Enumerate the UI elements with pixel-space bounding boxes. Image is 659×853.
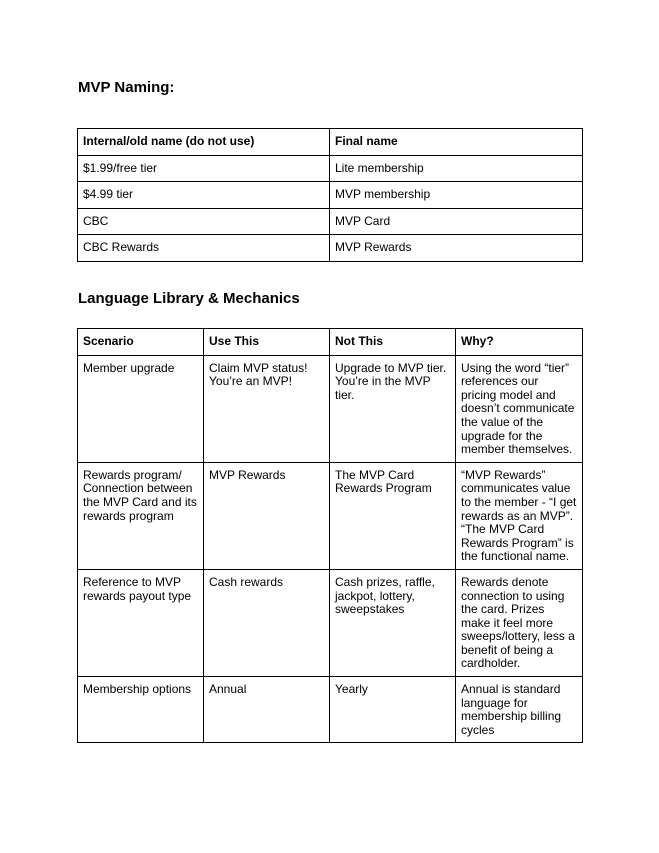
table-header-row <box>78 329 583 356</box>
column-header: Internal/old name (do not use) <box>78 129 330 156</box>
language-library-heading: Language Library & Mechanics <box>78 290 300 307</box>
table-cell: Membership options <box>78 677 204 743</box>
table-cell: Lite membership <box>330 155 583 182</box>
table-cell: Cash prizes, raffle, jackpot, lottery, sweepstakes <box>330 569 456 676</box>
table-cell: $4.99 tier <box>78 182 330 209</box>
column-header: Final name <box>330 129 583 156</box>
table-cell: The MVP Card Rewards Program <box>330 462 456 569</box>
table-cell: MVP membership <box>330 182 583 209</box>
table-header-row <box>78 129 583 156</box>
table-cell: MVP Rewards <box>330 235 583 262</box>
table-row <box>78 355 583 462</box>
table-row <box>78 208 583 235</box>
column-header: Not This <box>330 329 456 356</box>
table-cell: Annual <box>204 677 330 743</box>
table-cell: MVP Card <box>330 208 583 235</box>
column-header: Scenario <box>78 329 204 356</box>
table-row <box>78 569 583 676</box>
table-row <box>78 677 583 743</box>
mvp-naming-heading: MVP Naming: <box>78 79 175 96</box>
table-cell: “MVP Rewards” communicates value to the member - “I get rewards as an MVP”. “The MVP Card Rewards Program” is the functional name. <box>456 462 583 569</box>
table-cell: Member upgrade <box>78 355 204 462</box>
table-cell: CBC Rewards <box>78 235 330 262</box>
table-cell: Claim MVP status! You’re an MVP! <box>204 355 330 462</box>
table-cell: Using the word “tier” references our pricing model and doesn’t communicate the value of the upgrade for the member themselves. <box>456 355 583 462</box>
column-header: Why? <box>456 329 583 356</box>
table-row <box>78 155 583 182</box>
table-row <box>78 462 583 569</box>
table-cell: Annual is standard language for membership billing cycles <box>456 677 583 743</box>
table-row <box>78 182 583 209</box>
table-cell: Yearly <box>330 677 456 743</box>
table-cell: Cash rewards <box>204 569 330 676</box>
table-cell: Upgrade to MVP tier. You’re in the MVP tier. <box>330 355 456 462</box>
table-cell: Rewards program/ Connection between the MVP Card and its rewards program <box>78 462 204 569</box>
table-cell: Reference to MVP rewards payout type <box>78 569 204 676</box>
table-cell: $1.99/free tier <box>78 155 330 182</box>
table-cell: Rewards denote connection to using the card. Prizes make it feel more sweeps/lottery, less a benefit of being a cardholder. <box>456 569 583 676</box>
column-header: Use This <box>204 329 330 356</box>
table-cell: MVP Rewards <box>204 462 330 569</box>
language-library-table <box>77 328 583 743</box>
table-cell: CBC <box>78 208 330 235</box>
mvp-naming-table <box>77 128 583 262</box>
table-row <box>78 235 583 262</box>
